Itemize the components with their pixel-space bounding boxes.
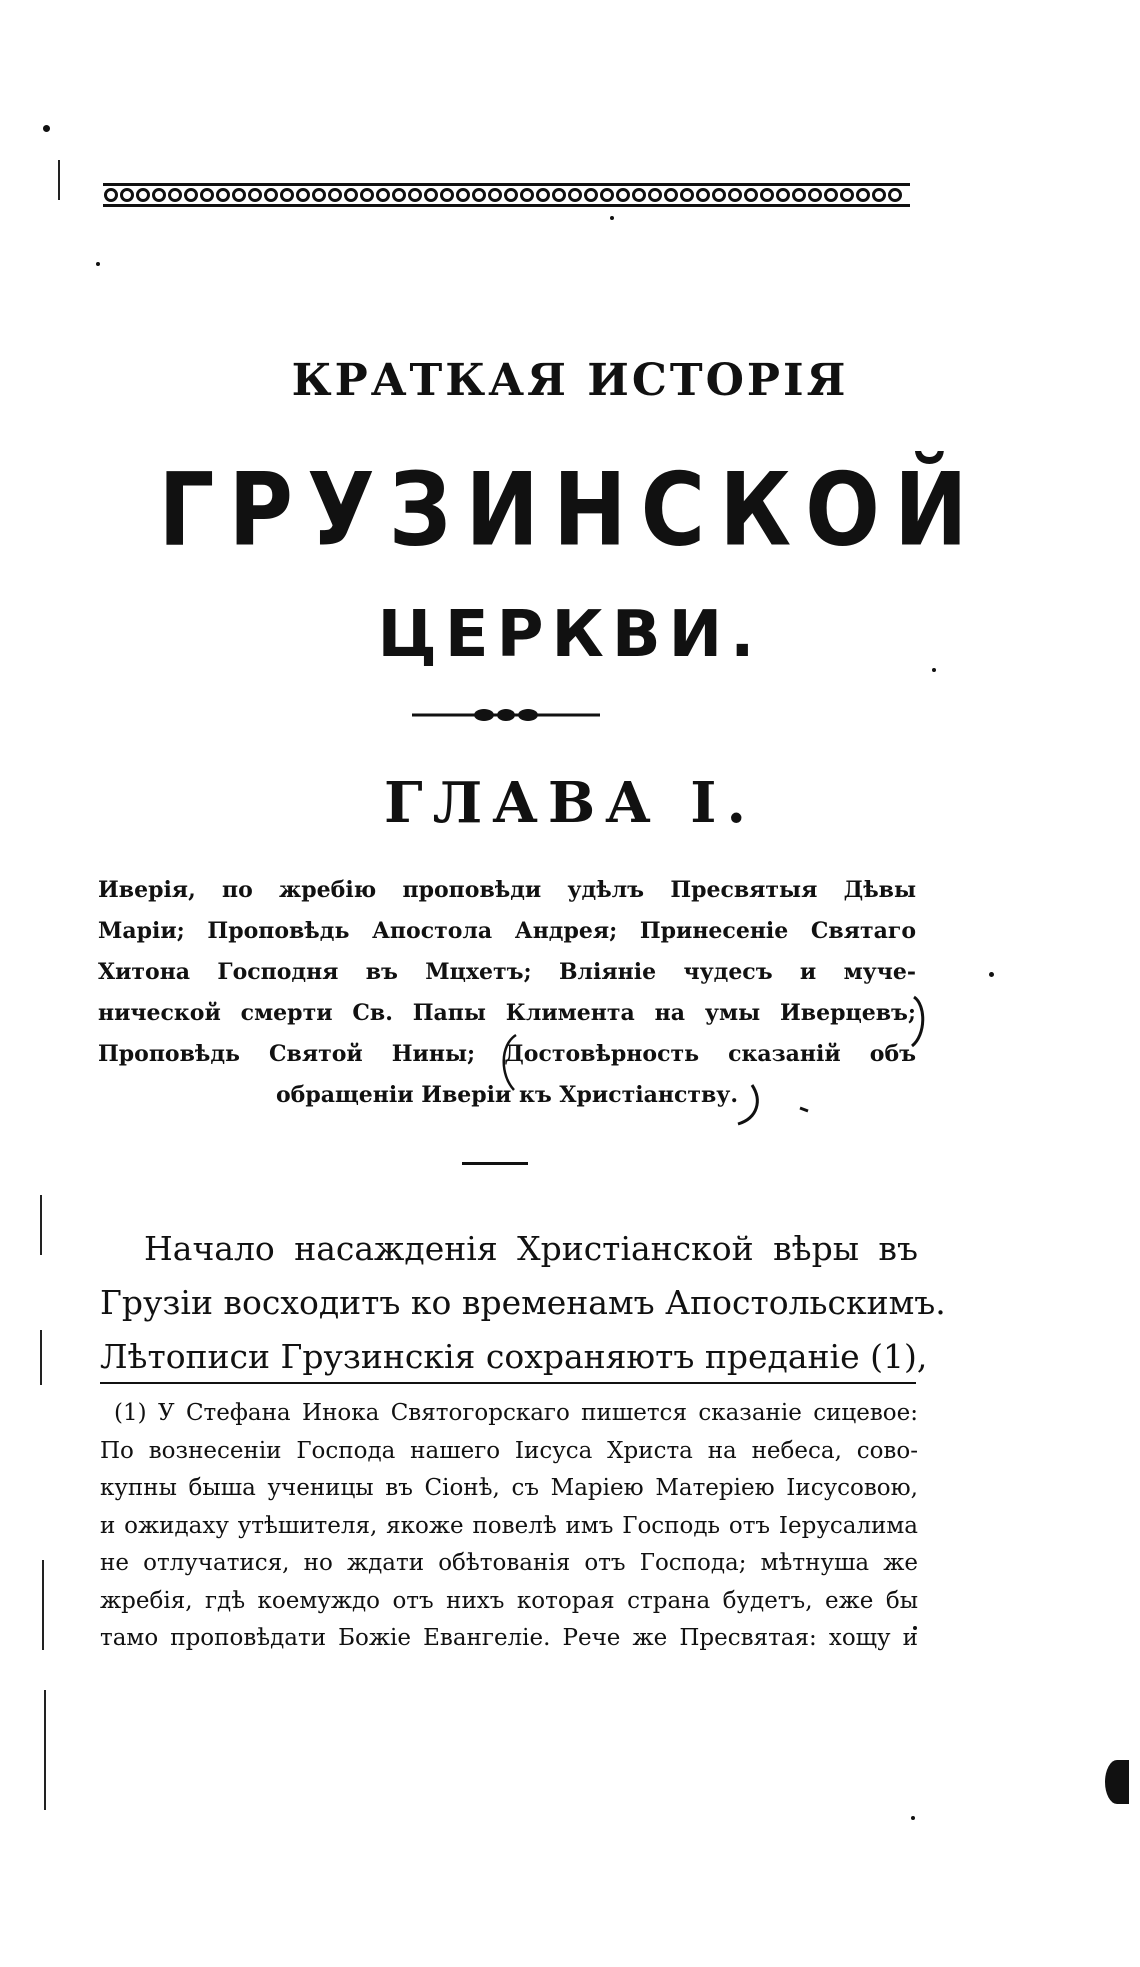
scan-dot bbox=[911, 1816, 915, 1820]
chapter-summary bbox=[98, 870, 916, 1116]
body-line: Начало насажденія Христіанской вѣры въ bbox=[144, 1229, 918, 1268]
scan-edge-blob bbox=[1105, 1760, 1129, 1804]
scan-edge-mark bbox=[40, 1195, 42, 1255]
title-line-2: ГРУЗИНСКОЙ bbox=[158, 450, 982, 569]
ornamental-header-band bbox=[103, 183, 910, 207]
scan-dot bbox=[96, 262, 100, 266]
scan-edge-mark bbox=[42, 1560, 44, 1650]
summary-line: Маріи; Проповѣдь Апостола Андрея; Принесеніе Святаго bbox=[98, 918, 916, 944]
body-paragraph bbox=[100, 1222, 946, 1384]
title-line-1: КРАТКАЯ ИСТОРІЯ bbox=[291, 355, 849, 406]
scan-edge-mark bbox=[44, 1690, 46, 1810]
summary-line: Проповѣдь Святой Нины; Достовѣрность сказаній объ bbox=[98, 1041, 916, 1067]
footnote-line: не отлучатися, но ждати обѣтованія отъ Господа; мѣтнуша же bbox=[100, 1550, 918, 1576]
chapter-heading: ГЛАВА I. bbox=[384, 770, 756, 836]
scan-dot bbox=[610, 216, 614, 220]
scan-edge-mark bbox=[40, 1330, 42, 1385]
scan-dot bbox=[43, 125, 50, 132]
summary-line: Иверія, по жребію проповѣди удѣлъ Пресвятыя Дѣвы bbox=[98, 877, 916, 903]
footnote-rule bbox=[100, 1382, 916, 1384]
scan-edge-mark bbox=[58, 160, 60, 200]
footnote-line: тамо проповѣдати Божіе Евангеліе. Рече же Пресвятая: хощу и bbox=[100, 1625, 918, 1651]
summary-line: обращеніи Иверіи къ Христіанству. bbox=[276, 1082, 738, 1108]
scan-dot bbox=[989, 972, 994, 977]
footnote-line: По вознесеніи Господа нашего Іисуса Христа на небеса, сово- bbox=[100, 1437, 918, 1464]
footnote-line: купны быша ученицы въ Сіонѣ, съ Маріею Матеріею Іисусовою, bbox=[100, 1475, 918, 1501]
footnote-line: жребія, гдѣ коемуждо отъ нихъ которая страна будетъ, еже бы bbox=[100, 1587, 918, 1614]
summary-line: Хитона Господня въ Мцхетъ; Вліяніе чудесъ и мучe- bbox=[98, 959, 916, 985]
footnote bbox=[100, 1395, 918, 1658]
footnote-line: (1) У Стефана Инока Святогорскаго пишется сказаніе сицевое: bbox=[114, 1400, 918, 1426]
body-line: Грузіи восходитъ ко временамъ Апостольскимъ. bbox=[100, 1283, 946, 1322]
summary-line: нической смерти Св. Папы Климента на умы Иверцевъ; bbox=[98, 1000, 916, 1026]
section-divider bbox=[462, 1162, 528, 1165]
body-line: Лѣтописи Грузинскія сохраняютъ преданіе (1), bbox=[100, 1337, 928, 1376]
title-line-3: ЦЕРКВИ. bbox=[377, 598, 763, 672]
footnote-line: и ожидаху утѣшителя, якоже повелѣ имъ Господь отъ Іерусалима bbox=[100, 1512, 918, 1539]
ornamental-divider bbox=[412, 708, 600, 722]
